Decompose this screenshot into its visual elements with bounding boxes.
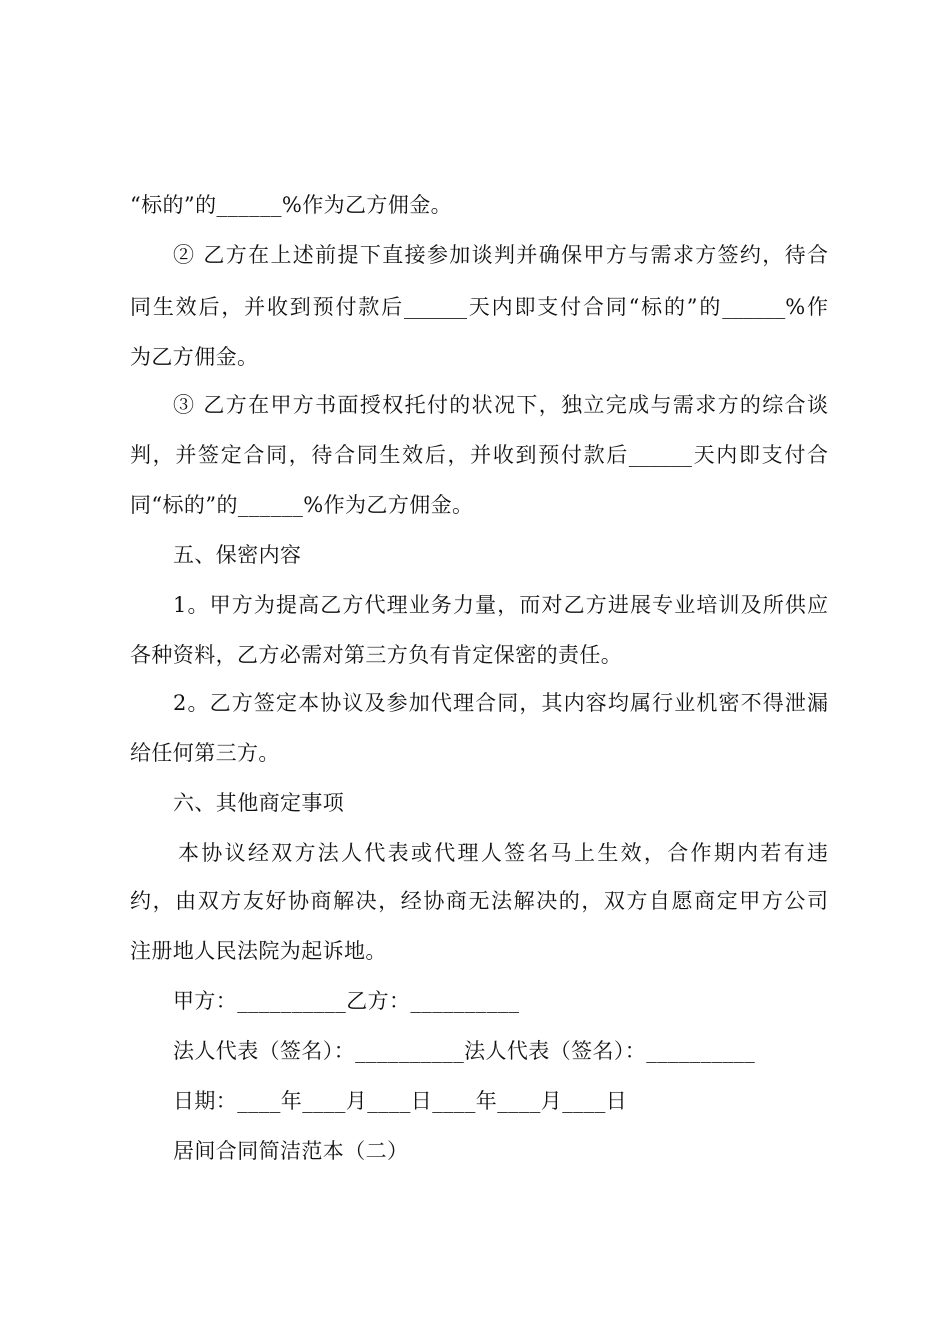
paragraph-line: 约，由双方友好协商解决，经协商无法解决的，双方自愿商定甲方公司 xyxy=(130,889,828,913)
paragraph-line: ③ 乙方在甲方书面授权托付的状况下，独立完成与需求方的综合谈 xyxy=(173,393,828,417)
paragraph-line: 本协议经双方法人代表或代理人签名马上生效，合作期内若有违 xyxy=(178,841,828,865)
paragraph-line: ② 乙方在上述前提下直接参加谈判并确保甲方与需求方签约，待合 xyxy=(173,243,828,267)
section-heading: 五、保密内容 xyxy=(173,543,302,567)
next-section-title: 居间合同简洁范本（二） xyxy=(173,1139,409,1163)
paragraph-line: 同“标的”的______%作为乙方佣金。 xyxy=(130,493,474,517)
paragraph-line: 2。乙方签定本协议及参加代理合同，其内容均属行业机密不得泄漏 xyxy=(173,691,828,715)
paragraph-line: 各种资料，乙方必需对第三方负有肯定保密的责任。 xyxy=(130,643,623,667)
paragraph-line: 判，并签定合同，待合同生效后，并收到预付款后______天内即支付合 xyxy=(130,443,828,467)
paragraph-line: 注册地人民法院为起诉地。 xyxy=(130,939,387,963)
paragraph-line: “标的”的______%作为乙方佣金。 xyxy=(130,193,453,217)
signature-representative-line: 法人代表（签名）：__________法人代表（签名）：__________ xyxy=(173,1039,756,1063)
paragraph-line: 为乙方佣金。 xyxy=(130,345,259,369)
signature-party-line: 甲方：__________乙方：__________ xyxy=(173,989,520,1013)
paragraph-line: 给任何第三方。 xyxy=(130,741,280,765)
signature-date-line: 日期：____年____月____日____年____月____日 xyxy=(173,1089,628,1113)
paragraph-line: 1。甲方为提高乙方代理业务力量，而对乙方进展专业培训及所供应 xyxy=(173,593,828,617)
paragraph-line: 同生效后，并收到预付款后______天内即支付合同“标的”的______%作 xyxy=(130,295,828,319)
section-heading: 六、其他商定事项 xyxy=(173,791,345,815)
